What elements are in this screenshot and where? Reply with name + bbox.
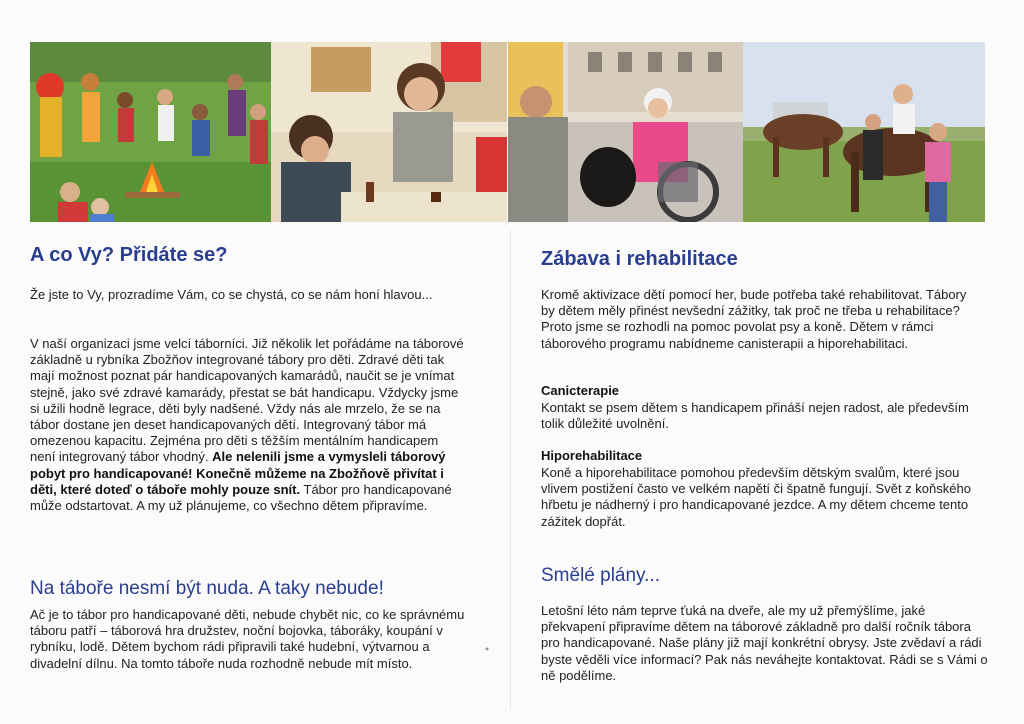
horse-photo [743, 42, 985, 222]
dust-speck [484, 640, 490, 648]
page-fold [510, 230, 511, 710]
dog-photo [508, 42, 743, 222]
heading-join-us: A co Vy? Přidáte se? [30, 244, 228, 266]
canistherapy-paragraph: Kontakt se psem dětem s handicapem přináší nejen radost, ale především tolik důležité uvolnění. [541, 400, 969, 432]
hippotherapy-subheading: Hiporehabilitace [541, 448, 643, 463]
activities-paragraph: Ač je to tábor pro handicapované děti, nebude chybět nic, co ke správnému táboru patří – táborová hra družstev, noční bojovka, táboráky, koupání v rybníku, lodě. Dětem bychom rádi připravili také hudební, výtvarnou a divadelní dílnu. Na tomto táboře nuda rozhodně nebude mít místo. [30, 607, 465, 671]
intro-paragraph: Že jste to Vy, prozradíme Vám, co se chystá, co se nám honí hlavou... [30, 287, 433, 302]
canistherapy-subheading: Canicterapie [541, 383, 620, 398]
heading-bold-plans: Smělé plány... [541, 565, 660, 586]
crafts-photo [271, 42, 507, 222]
plans-paragraph: Letošní léto nám teprve ťuká na dveře, ale my už přemýšlíme, jaké překvapení připravíme dětem na táborové základně pro další ročník tábora pro handicapované. Naše plány již mají konkrétní obrysy. Jste zvědaví a rádi byste věděli více informací? Pak nás neváhejte kontaktovat. Rádi se s Vámi o ně podělíme. [541, 603, 988, 683]
camp-history-paragraph [30, 336, 466, 514]
heading-fun-and-rehab: Zábava i rehabilitace [541, 248, 738, 270]
camp-history-text: V naší organizaci jsme velcí táborníci. Již několik let pořádáme na táborové základně u rybníka Zbožňov integrované tábory pro děti. Zdravé děti tak mají možnost poznat pár handicapovaných kamarádů, naučit se je vnímat stejně, jako své zdravé kamarády, přestat se bát handicapu. Vždycky jsme si užili hodně legrace, děti byly nadšené. Vždy nás ale mrzelo, že se na tábor dostane jen deset handicapovaných dětí. Integrovaný tábor má omezenou kapacitu. Zejména pro děti s těžším mentálním handicapem není integrovaný tábor vhodný. [30, 336, 464, 465]
heading-no-boredom: Na táboře nesmí být nuda. A taky nebude! [30, 578, 384, 599]
rehab-paragraph: Kromě aktivizace dětí pomocí her, bude potřeba také rehabilitovat. Tábory by dětem měly přinést nevšední zážitky, tak proč ne třeba u rehabilitace? Proto jsme se rozhodli na pomoc povolat psy a koně. Dětem v rámci táborového programu nabídneme canisterapii a hiporehabilitaci. [541, 287, 967, 351]
camp-history-end: Tábor pro handicapované může odstartovat. A my už plánujeme, co všechno dětem připravíme. [30, 481, 452, 514]
camp-history-bold: Ale nelenili jsme a vymysleli táborový pobyt pro handicapované! Konečně můžeme na Zbožňově přivítat i děti, které doteď o táboře mohly pouze snít. [30, 449, 446, 497]
campfire-photo [30, 42, 271, 222]
hippotherapy-paragraph: Koně a hiporehabilitace pomohou především dětským svalům, které jsou vlivem postižení často ve velkém napětí či špatně fungují. Svět z koňského hřbetu je nádherný i pro handicapované jezdce. A my dětem chceme tento zážitek dopřát. [541, 465, 971, 529]
